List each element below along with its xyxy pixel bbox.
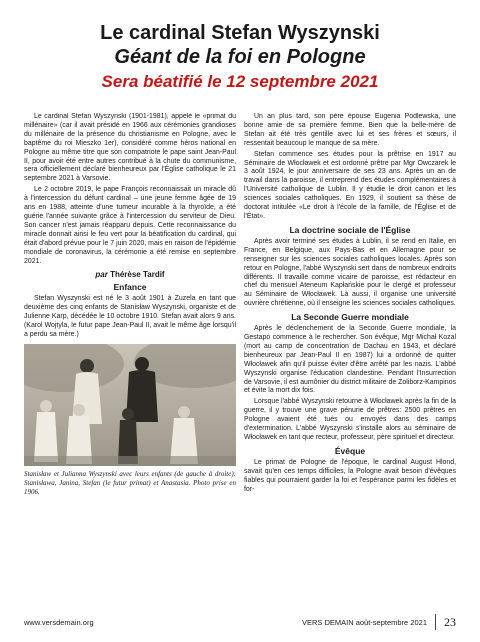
family-photo — [24, 344, 236, 466]
photo-caption: Stanisław et Julianna Wyszynski avec leurs enfants (de gauche à droite): Stanisława, Janina, Stefan (le futur primat) et Anastasia. Photo prise en 1906. — [24, 469, 236, 496]
right-column — [244, 113, 456, 601]
footer-divider — [435, 614, 436, 630]
section-heading: La Seconde Guerre mondiale — [291, 312, 409, 323]
issue-label: VERS DEMAIN août-septembre 2021 — [301, 617, 427, 627]
byline-prefix: par — [95, 270, 108, 280]
paragraph: Après avoir terminé ses études à Lublin, il se rend en Italie, en France, en Belgique, aux Pays-Bas et en Allemagne pour se renseigner sur les sciences sociales catholiques locales. Après son retour en Pologne, l'abbé Wyszynski sert dans de nombreux endroits différents. Il travaille comme vicaire de paroisse, est rédacteur en chef du mensuel Ateneum Kapłańskie pour le clergé et professeur au Séminaire de Włocławek. Là aussi, il organise une université ouvrière chrétienne, où il enseigne les sciences sociales catholiques. — [244, 237, 456, 308]
section-heading: Évêque — [334, 445, 366, 456]
paragraph: Lorsque l'abbé Wyszynski retourne à Włocławek après la fin de la guerre, il y trouve une grave pénurie de prêtres: 2500 prêtres en Pologne avaient été tués ou envoyés dans des camps d'extermination. L'abbé Wyszynski s'installe alors au séminaire de Włocławek en tant que recteur, professeur, père spirituel et directeur. — [244, 398, 456, 441]
paragraph: Le primat de Pologne de l'époque, le cardinal August Hlond, savait qu'en ces temps difficiles, la Pologne avait besoin d'évêques fiables qui pourraient garder la foi et l'espérance parmi les fidèles et for- — [244, 458, 456, 493]
paragraph: Le 2 octobre 2019, le pape François reconnaissait un miracle dû à l'intercession du défunt cardinal – une jeune femme âgée de 19 ans en 1988, atteinte d'une tumeur incurable à la thyroïde, a été guérie l'année suivante grâce à l'intercession du serviteur de Dieu. Son cancer n'est jamais réapparu depuis. Cette reconnaissance du miracle donnait ainsi le feu vert pour la béatification du cardinal, qui était d'abord prévue pour le 7 juin 2020, mais en raison de l'épidémie mondiale de coronavirus, la cérémonie a été remise en septembre 2021. — [24, 186, 236, 265]
paragraph: Stefan commence ses études pour la prêtrise en 1917 au Séminaire de Włocławek et est ordonné prêtre par Mgr Owczarek le 3 août 1924, le jour anniversaire de ses 23 ans. Après un an de travail dans la paroisse, il entreprend des études complémentaires à l'Université catholique de Lublin. Il y étudie le droit canon et les sciences sociales catholiques. En 1929, il soutient sa thèse de doctorat intitulée «Le droit à l'école de la famille, de l'Église et de l'État». — [244, 150, 456, 220]
paragraph: Après le déclenchement de la Seconde Guerre mondiale, la Gestapo commence à le rechercher. Son évêque, Mgr Michał Kozal (mort au camp de concentration de Dachau en 1943, et déclaré bienheureux par Jean-Paul II en 1987) lui a ordonné de quitter Włocławek afin qu'il puisse éviter d'être arrêté par les nazis. L'abbé Wyszynski organise l'éducation clandestine. Pendant l'Insurrection de Varsovie, il est aumônier du district militaire de Żoliborz-Kampinos et évite la mort dix fois. — [244, 325, 456, 395]
left-column — [24, 113, 236, 601]
paragraph: Stefan Wyszynski est né le 3 août 1901 à Zuzela en tant que deuxième des cinq enfants de Stanisław Wyszynski, organiste et de Julienne Karp, décédée le 10 octobre 1910. Stefan avait alors 9 ans. (Karol Wojtyla, le futur pape Jean-Paul II, avait le même âge lorsqu'il a perdu sa mère.) — [24, 295, 236, 339]
kicker: Sera béatifié le 12 septembre 2021 — [101, 72, 379, 91]
page-number: 23 — [444, 614, 456, 629]
author-name: Thérèse Tardif — [110, 270, 165, 280]
paragraph: Un an plus tard, son père épouse Eugenia Podlewska, une bonne amie de sa première femme. Bien que la belle-mère de Stefan ait été très gentille avec lui et ses frères et sœurs, il ressentait beaucoup le manque de sa mère. — [244, 113, 456, 147]
page-footer — [24, 612, 456, 632]
paragraph: Le cardinal Stefan Wyszynski (1901-1981), appelé le «primat du millénaire» (car il avait présidé en 1966 aux cérémonies grandioses du millénaire de la présence du christianisme en Pologne, avec le baptême du roi Mieszko 1er), considéré comme héros national en Pologne au même titre que son compatriote le pape saint Jean-Paul II, pour avoir été entre autres contribué à la chute du communisme, sera officiellement déclaré bienheureux par l'Église catholique le 21 septembre 2021 à Varsovie. — [24, 113, 236, 183]
photo-image — [24, 344, 236, 466]
byline — [24, 270, 236, 279]
website-url[interactable]: www.versdemain.org — [24, 617, 94, 627]
section-heading: La doctrine sociale de l'Église — [289, 224, 411, 235]
section-heading: Enfance — [113, 282, 147, 293]
article-body — [24, 113, 456, 601]
headline: Le cardinal Stefan Wyszynski — [100, 22, 380, 44]
subheadline: Géant de la foi en Pologne — [114, 46, 366, 68]
